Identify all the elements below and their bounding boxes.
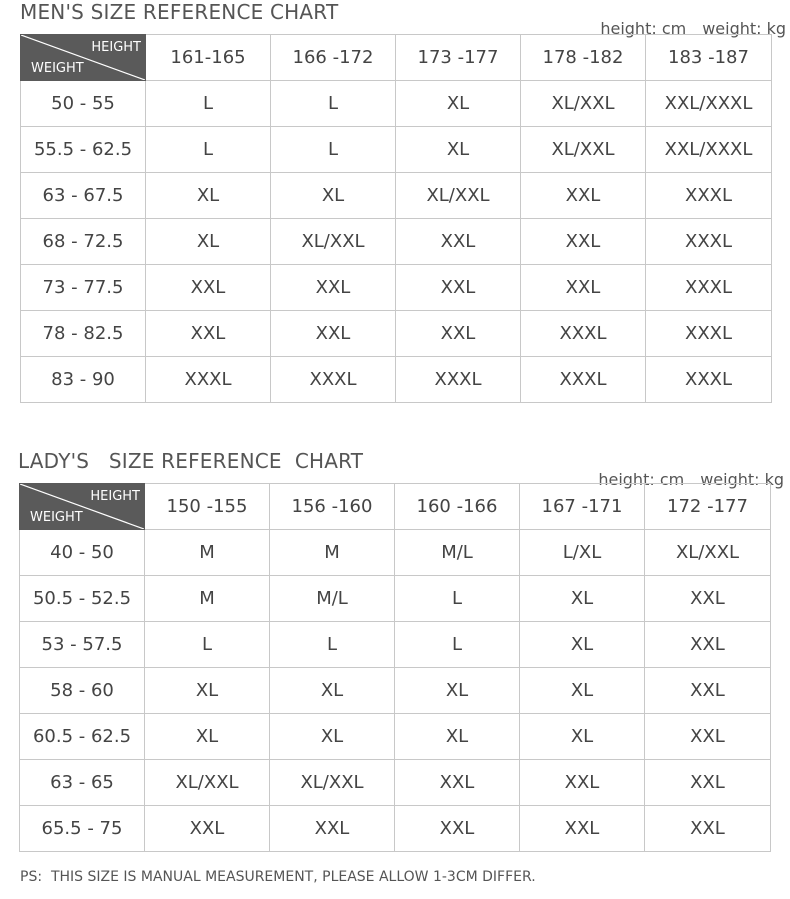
size-cell: XXL xyxy=(521,265,646,311)
size-cell: XXXL xyxy=(146,357,271,403)
size-cell: XXXL xyxy=(646,219,772,265)
ladys-height-header: 156 -160 xyxy=(270,484,395,530)
size-cell: XL xyxy=(396,127,521,173)
size-cell: XXL xyxy=(645,668,771,714)
table-row xyxy=(21,127,772,173)
table-row xyxy=(21,357,772,403)
table-row xyxy=(20,530,771,576)
size-cell: M xyxy=(270,530,395,576)
size-cell: M xyxy=(145,530,270,576)
size-cell: XL xyxy=(145,714,270,760)
size-cell: XXL xyxy=(270,806,395,852)
size-cell: XL xyxy=(146,173,271,219)
size-cell: XL xyxy=(270,668,395,714)
size-cell: XXXL xyxy=(271,357,396,403)
table-row xyxy=(20,668,771,714)
weight-unit-value: kg xyxy=(766,19,787,38)
size-cell: XXL xyxy=(396,219,521,265)
mens-table-body xyxy=(21,81,772,403)
weight-range-cell: 60.5 - 62.5 xyxy=(20,714,145,760)
size-cell: XXL xyxy=(395,806,520,852)
size-cell: XXL xyxy=(645,576,771,622)
mens-height-header: 166 -172 xyxy=(271,35,396,81)
size-cell: XL xyxy=(395,668,520,714)
size-cell: XXL xyxy=(521,219,646,265)
weight-range-cell: 50.5 - 52.5 xyxy=(20,576,145,622)
size-cell: L xyxy=(395,622,520,668)
size-cell: XXL xyxy=(271,311,396,357)
ladys-height-header: 172 -177 xyxy=(645,484,771,530)
ladys-chart-title: LADY'S SIZE REFERENCE CHART xyxy=(18,449,364,473)
weight-range-cell: 53 - 57.5 xyxy=(20,622,145,668)
size-cell: XL xyxy=(270,714,395,760)
size-cell: XXL/XXXL xyxy=(646,81,772,127)
mens-height-header: 173 -177 xyxy=(396,35,521,81)
size-cell: XXL xyxy=(645,806,771,852)
table-row xyxy=(20,714,771,760)
table-row xyxy=(20,622,771,668)
size-cell: XXL xyxy=(146,265,271,311)
size-cell: L xyxy=(146,81,271,127)
size-cell: L xyxy=(395,576,520,622)
size-cell: XL/XXL xyxy=(270,760,395,806)
size-cell: XXL xyxy=(521,173,646,219)
table-row xyxy=(20,760,771,806)
size-cell: XL xyxy=(396,81,521,127)
corner-weight-label: WEIGHT xyxy=(31,61,84,76)
size-cell: XL xyxy=(520,622,645,668)
size-cell: XL/XXL xyxy=(645,530,771,576)
weight-range-cell: 58 - 60 xyxy=(20,668,145,714)
mens-size-table xyxy=(20,34,772,403)
weight-range-cell: 63 - 65 xyxy=(20,760,145,806)
size-cell: XXXL xyxy=(396,357,521,403)
ladys-table-body xyxy=(20,530,771,852)
size-cell: XL xyxy=(520,714,645,760)
ladys-size-table xyxy=(19,483,771,852)
weight-unit-label: weight: xyxy=(702,19,762,38)
table-row xyxy=(21,81,772,127)
size-cell: XL xyxy=(145,668,270,714)
size-cell: XXL xyxy=(395,760,520,806)
size-cell: XL/XXL xyxy=(145,760,270,806)
size-cell: XL xyxy=(146,219,271,265)
size-cell: L xyxy=(270,622,395,668)
size-cell: XXL xyxy=(271,265,396,311)
size-cell: XL xyxy=(395,714,520,760)
size-cell: XXL xyxy=(645,622,771,668)
weight-unit-label: weight: xyxy=(700,470,760,489)
size-cell: L xyxy=(146,127,271,173)
size-cell: M xyxy=(145,576,270,622)
table-row xyxy=(20,806,771,852)
weight-range-cell: 78 - 82.5 xyxy=(21,311,146,357)
height-unit-value: cm xyxy=(661,19,687,38)
weight-range-cell: 50 - 55 xyxy=(21,81,146,127)
size-cell: XXL xyxy=(396,265,521,311)
size-cell: XL/XXL xyxy=(396,173,521,219)
size-cell: XL xyxy=(520,576,645,622)
size-cell: XXL/XXXL xyxy=(646,127,772,173)
size-cell: L xyxy=(145,622,270,668)
weight-range-cell: 83 - 90 xyxy=(21,357,146,403)
corner-weight-label: WEIGHT xyxy=(30,510,83,525)
size-cell: XXXL xyxy=(646,173,772,219)
table-row xyxy=(20,576,771,622)
size-cell: XXXL xyxy=(521,357,646,403)
size-cell: XXL xyxy=(520,806,645,852)
size-cell: XXXL xyxy=(646,311,772,357)
size-cell: M/L xyxy=(395,530,520,576)
size-cell: XL/XXL xyxy=(521,127,646,173)
weight-range-cell: 73 - 77.5 xyxy=(21,265,146,311)
table-row xyxy=(21,265,772,311)
size-cell: L xyxy=(271,81,396,127)
size-cell: XL/XXL xyxy=(271,219,396,265)
size-cell: XXL xyxy=(145,806,270,852)
ladys-height-header: 160 -166 xyxy=(395,484,520,530)
table-row xyxy=(21,173,772,219)
ladys-corner-cell xyxy=(20,484,145,530)
size-cell: XXXL xyxy=(521,311,646,357)
size-cell: XL xyxy=(520,668,645,714)
mens-header-row xyxy=(21,35,772,81)
size-cell: L/XL xyxy=(520,530,645,576)
weight-range-cell: 40 - 50 xyxy=(20,530,145,576)
size-cell: XXL xyxy=(520,760,645,806)
mens-height-header: 178 -182 xyxy=(521,35,646,81)
weight-range-cell: 65.5 - 75 xyxy=(20,806,145,852)
weight-range-cell: 55.5 - 62.5 xyxy=(21,127,146,173)
size-cell: XXXL xyxy=(646,357,772,403)
corner-height-label: HEIGHT xyxy=(91,40,141,55)
height-unit-label: height: xyxy=(600,19,657,38)
mens-chart-title: MEN'S SIZE REFERENCE CHART xyxy=(20,0,339,24)
height-unit-label: height: xyxy=(598,470,655,489)
size-cell: XXL xyxy=(645,760,771,806)
ladys-header-row xyxy=(20,484,771,530)
weight-range-cell: 63 - 67.5 xyxy=(21,173,146,219)
measurement-note: PS: THIS SIZE IS MANUAL MEASUREMENT, PLEASE ALLOW 1-3CM DIFFER. xyxy=(20,869,536,885)
size-cell: M/L xyxy=(270,576,395,622)
weight-unit-value: kg xyxy=(764,470,785,489)
table-row xyxy=(21,311,772,357)
corner-height-label: HEIGHT xyxy=(90,489,140,504)
size-cell: XXL xyxy=(645,714,771,760)
mens-height-header: 161-165 xyxy=(146,35,271,81)
size-cell: XL/XXL xyxy=(521,81,646,127)
mens-corner-cell xyxy=(21,35,146,81)
ladys-height-header: 150 -155 xyxy=(145,484,270,530)
size-cell: XXXL xyxy=(646,265,772,311)
size-cell: XXL xyxy=(146,311,271,357)
weight-range-cell: 68 - 72.5 xyxy=(21,219,146,265)
mens-height-header: 183 -187 xyxy=(646,35,772,81)
size-cell: XL xyxy=(271,173,396,219)
size-cell: L xyxy=(271,127,396,173)
table-row xyxy=(21,219,772,265)
ladys-height-header: 167 -171 xyxy=(520,484,645,530)
height-unit-value: cm xyxy=(659,470,685,489)
size-cell: XXL xyxy=(396,311,521,357)
